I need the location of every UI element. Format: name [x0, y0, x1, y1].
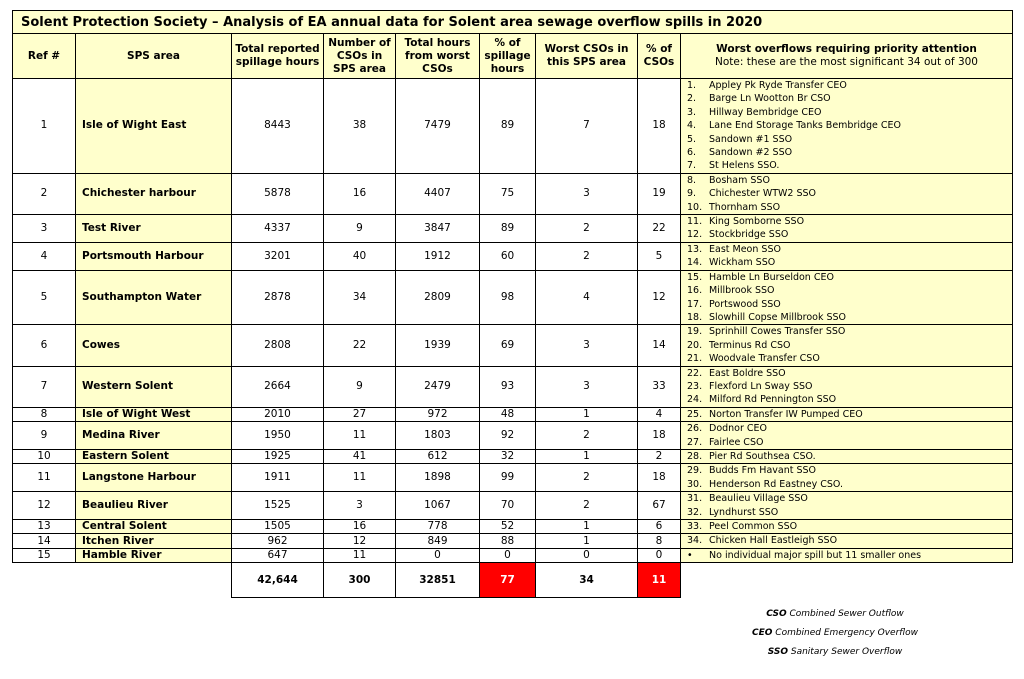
overflow-item-label: St Helens SSO.	[709, 160, 780, 172]
overflow-item-label: Dodnor CEO	[709, 423, 768, 435]
pct-hours-cell: 98	[480, 270, 536, 325]
worst-overflows-cell	[681, 534, 1013, 548]
worst-hours-cell: 0	[396, 548, 480, 562]
overflow-item-label: Terminus Rd CSO	[709, 339, 791, 351]
spill-table	[12, 10, 1013, 598]
legend-item: CSO Combined Sewer Outflow	[766, 609, 904, 619]
worst-overflows-cell	[681, 548, 1013, 562]
overflow-item	[687, 159, 1010, 172]
overflow-item	[687, 534, 1010, 547]
area-cell: Langstone Harbour	[76, 464, 232, 492]
total-hours-cell: 1911	[232, 464, 324, 492]
area-cell: Medina River	[76, 422, 232, 450]
overflow-item	[687, 520, 1010, 533]
overflow-item-number: 25.	[687, 408, 703, 420]
overflow-item-label: Thornham SSO	[709, 201, 781, 213]
report	[12, 10, 1012, 598]
header-worst-overflows	[681, 34, 1013, 79]
worst-count-cell: 1	[536, 407, 638, 421]
overflow-item-number: 20.	[687, 339, 703, 351]
worst-overflows-cell	[681, 173, 1013, 214]
totals-spacer	[13, 563, 232, 598]
overflow-item-number: 12.	[687, 229, 703, 241]
table-row	[13, 215, 1013, 243]
total-hours-cell: 1505	[232, 520, 324, 534]
overflow-item-number: 32.	[687, 506, 703, 518]
area-cell: Isle of Wight West	[76, 407, 232, 421]
worst-overflows-cell	[681, 366, 1013, 407]
table-row	[13, 325, 1013, 366]
overflow-item	[687, 339, 1010, 352]
overflow-item-label: Flexford Ln Sway SSO	[709, 380, 813, 392]
worst-hours-cell: 1898	[396, 464, 480, 492]
overflow-item-label: Chichester WTW2 SSO	[709, 188, 817, 200]
table-row	[13, 520, 1013, 534]
overflow-item	[687, 492, 1010, 505]
worst-count-cell: 1	[536, 449, 638, 463]
overflow-item-number: 24.	[687, 394, 703, 406]
num-csos-cell: 9	[324, 215, 396, 243]
overflow-item	[687, 367, 1010, 380]
pct-csos-cell: 22	[638, 215, 681, 243]
overflow-item-label: Portswood SSO	[709, 298, 781, 310]
table-row	[13, 449, 1013, 463]
overflow-item	[687, 243, 1010, 256]
header-worst-title: Worst overflows requiring priority attention	[716, 43, 977, 55]
pct-csos-cell: 6	[638, 520, 681, 534]
table-title: Solent Protection Society – Analysis of EA annual data for Solent area sewage overflow spills in 2020	[13, 11, 1013, 34]
pct-hours-cell: 93	[480, 366, 536, 407]
worst-overflows-cell	[681, 464, 1013, 492]
ref-cell: 7	[13, 366, 76, 407]
overflow-item	[687, 92, 1010, 105]
worst-hours-cell: 1939	[396, 325, 480, 366]
num-csos-cell: 11	[324, 548, 396, 562]
header-worst-note: Note: these are the most significant 34 out of 300	[715, 56, 978, 68]
table-row	[13, 422, 1013, 450]
pct-csos-cell: 18	[638, 422, 681, 450]
num-csos-cell: 27	[324, 407, 396, 421]
pct-hours-cell: 70	[480, 492, 536, 520]
header-num-csos: Number of CSOs in SPS area	[324, 34, 396, 79]
worst-overflows-cell	[681, 270, 1013, 325]
overflow-item-number: 17.	[687, 298, 703, 310]
overflow-item-number: 15.	[687, 271, 703, 283]
overflow-item-label: Wickham SSO	[709, 257, 776, 269]
worst-overflows-cell	[681, 79, 1013, 174]
total-hours-cell: 647	[232, 548, 324, 562]
overflow-item	[687, 256, 1010, 269]
pct-hours-cell: 52	[480, 520, 536, 534]
pct-hours-cell: 89	[480, 79, 536, 174]
overflow-item-label: Henderson Rd Eastney CSO.	[709, 478, 844, 490]
overflow-item-number: 33.	[687, 521, 703, 532]
pct-csos-cell: 67	[638, 492, 681, 520]
overflow-item-label: Hillway Bembridge CEO	[709, 106, 822, 118]
total-hours-cell: 8443	[232, 79, 324, 174]
pct-csos-cell: 19	[638, 173, 681, 214]
worst-count-cell: 4	[536, 270, 638, 325]
overflow-item-label: Lyndhurst SSO	[709, 506, 779, 518]
worst-hours-cell: 1912	[396, 242, 480, 270]
area-cell: Eastern Solent	[76, 449, 232, 463]
num-csos-cell: 9	[324, 366, 396, 407]
total-pct-csos: 11	[638, 563, 681, 598]
overflow-item	[687, 380, 1010, 393]
total-hours-cell: 2808	[232, 325, 324, 366]
overflow-item-label: East Boldre SSO	[709, 367, 786, 379]
table-row	[13, 270, 1013, 325]
pct-hours-cell: 0	[480, 548, 536, 562]
header-pct-hours: % of spillage hours	[480, 34, 536, 79]
pct-csos-cell: 5	[638, 242, 681, 270]
pct-hours-cell: 99	[480, 464, 536, 492]
pct-hours-cell: 75	[480, 173, 536, 214]
total-hours-cell: 5878	[232, 173, 324, 214]
worst-count-cell: 1	[536, 520, 638, 534]
header-ref: Ref #	[13, 34, 76, 79]
overflow-item-label: Sandown #1 SSO	[709, 133, 793, 145]
overflow-item-label: Pier Rd Southsea CSO.	[709, 450, 816, 462]
worst-hours-cell: 2479	[396, 366, 480, 407]
ref-cell: 4	[13, 242, 76, 270]
overflow-item	[687, 352, 1010, 365]
overflow-item	[687, 450, 1010, 463]
pct-csos-cell: 18	[638, 79, 681, 174]
pct-csos-cell: 8	[638, 534, 681, 548]
worst-overflows-cell	[681, 407, 1013, 421]
overflow-item-label: Budds Fm Havant SSO	[709, 465, 817, 477]
area-cell: Portsmouth Harbour	[76, 242, 232, 270]
worst-hours-cell: 1803	[396, 422, 480, 450]
worst-count-cell: 3	[536, 325, 638, 366]
table-row	[13, 492, 1013, 520]
overflow-item-number: 30.	[687, 478, 703, 490]
overflow-item-number: 34.	[687, 535, 703, 547]
overflow-item-number: 2.	[687, 93, 697, 105]
ref-cell: 3	[13, 215, 76, 243]
ref-cell: 12	[13, 492, 76, 520]
overflow-item-label: No individual major spill but 11 smaller ones	[709, 549, 922, 561]
area-cell: Western Solent	[76, 366, 232, 407]
overflow-item-label: Lane End Storage Tanks Bembridge CEO	[709, 120, 902, 132]
overflow-item-number: 23.	[687, 380, 703, 392]
ref-cell: 1	[13, 79, 76, 174]
area-cell: Beaulieu River	[76, 492, 232, 520]
total-pct-hours: 77	[480, 563, 536, 598]
pct-hours-cell: 88	[480, 534, 536, 548]
table-row	[13, 407, 1013, 421]
overflow-item-number: 13.	[687, 243, 703, 255]
overflow-item-label: Barge Ln Wootton Br CSO	[709, 93, 831, 105]
worst-hours-cell: 2809	[396, 270, 480, 325]
pct-hours-cell: 92	[480, 422, 536, 450]
table-row	[13, 464, 1013, 492]
overflow-item-label: Appley Pk Ryde Transfer CEO	[709, 80, 847, 91]
pct-hours-cell: 89	[480, 215, 536, 243]
overflow-item-label: King Somborne SSO	[709, 216, 805, 228]
overflow-item-number: 8.	[687, 174, 697, 186]
num-csos-cell: 16	[324, 173, 396, 214]
overflow-item-label: Norton Transfer IW Pumped CEO	[709, 408, 863, 420]
overflow-item-number: 4.	[687, 120, 697, 132]
overflow-item-label: Sprinhill Cowes Transfer SSO	[709, 326, 846, 338]
total-hours: 42,644	[232, 563, 324, 598]
pct-csos-cell: 2	[638, 449, 681, 463]
overflow-item-number: 18.	[687, 311, 703, 323]
worst-count-cell: 2	[536, 242, 638, 270]
ref-cell: 10	[13, 449, 76, 463]
overflow-item	[687, 422, 1010, 435]
overflow-item-number: 21.	[687, 353, 703, 365]
worst-overflows-cell	[681, 325, 1013, 366]
overflow-item-number: 5.	[687, 133, 697, 145]
pct-csos-cell: 0	[638, 548, 681, 562]
area-cell: Hamble River	[76, 548, 232, 562]
table-row	[13, 548, 1013, 562]
total-worst-count: 34	[536, 563, 638, 598]
overflow-item-label: Woodvale Transfer CSO	[709, 353, 820, 365]
header-worst-count: Worst CSOs in this SPS area	[536, 34, 638, 79]
overflow-item-label: Milford Rd Pennington SSO	[709, 394, 837, 406]
overflow-item	[687, 133, 1010, 146]
num-csos-cell: 11	[324, 422, 396, 450]
area-cell: Itchen River	[76, 534, 232, 548]
overflow-item	[687, 464, 1010, 477]
pct-csos-cell: 4	[638, 407, 681, 421]
ref-cell: 6	[13, 325, 76, 366]
ref-cell: 14	[13, 534, 76, 548]
overflow-item-number: 3.	[687, 106, 697, 118]
legend	[720, 605, 950, 662]
worst-overflows-cell	[681, 520, 1013, 534]
worst-count-cell: 3	[536, 366, 638, 407]
num-csos-cell: 16	[324, 520, 396, 534]
worst-overflows-cell	[681, 242, 1013, 270]
overflow-item	[687, 271, 1010, 284]
overflow-item	[687, 478, 1010, 491]
pct-hours-cell: 48	[480, 407, 536, 421]
overflow-item-number: 31.	[687, 493, 703, 505]
overflow-item-label: Peel Common SSO	[709, 521, 798, 532]
num-csos-cell: 12	[324, 534, 396, 548]
overflow-item	[687, 393, 1010, 406]
table-row	[13, 242, 1013, 270]
header-area: SPS area	[76, 34, 232, 79]
table-row	[13, 173, 1013, 214]
pct-csos-cell: 12	[638, 270, 681, 325]
legend-item: CEO Combined Emergency Overflow	[752, 628, 918, 638]
overflow-item-label: Chicken Hall Eastleigh SSO	[709, 535, 838, 547]
overflow-item	[687, 436, 1010, 449]
table-row	[13, 366, 1013, 407]
overflow-item-label: Stockbridge SSO	[709, 229, 789, 241]
overflow-item	[687, 174, 1010, 187]
total-hours-cell: 1925	[232, 449, 324, 463]
totals-row	[13, 563, 1013, 598]
overflow-item-number: 6.	[687, 147, 697, 159]
overflow-item	[687, 119, 1010, 132]
area-cell: Chichester harbour	[76, 173, 232, 214]
overflow-item-number: 1.	[687, 80, 697, 91]
area-cell: Southampton Water	[76, 270, 232, 325]
pct-hours-cell: 32	[480, 449, 536, 463]
worst-hours-cell: 778	[396, 520, 480, 534]
overflow-item	[687, 549, 1010, 562]
overflow-item-number: 9.	[687, 188, 697, 200]
overflow-item-label: Hamble Ln Burseldon CEO	[709, 271, 834, 283]
total-hours-cell: 3201	[232, 242, 324, 270]
ref-cell: 2	[13, 173, 76, 214]
table-row	[13, 79, 1013, 174]
num-csos-cell: 40	[324, 242, 396, 270]
overflow-item-number: 29.	[687, 465, 703, 477]
area-cell: Cowes	[76, 325, 232, 366]
overflow-item	[687, 201, 1010, 214]
ref-cell: 5	[13, 270, 76, 325]
num-csos-cell: 3	[324, 492, 396, 520]
worst-count-cell: 2	[536, 215, 638, 243]
overflow-item-number: 10.	[687, 201, 703, 213]
worst-count-cell: 2	[536, 422, 638, 450]
overflow-item-label: East Meon SSO	[709, 243, 781, 255]
worst-count-cell: 3	[536, 173, 638, 214]
worst-overflows-cell	[681, 449, 1013, 463]
pct-csos-cell: 33	[638, 366, 681, 407]
overflow-item	[687, 408, 1010, 421]
total-hours-cell: 2664	[232, 366, 324, 407]
overflow-item-number: 11.	[687, 216, 703, 228]
overflow-item-number: 16.	[687, 285, 703, 297]
area-cell: Isle of Wight East	[76, 79, 232, 174]
overflow-item	[687, 284, 1010, 297]
worst-hours-cell: 1067	[396, 492, 480, 520]
ref-cell: 11	[13, 464, 76, 492]
worst-hours-cell: 7479	[396, 79, 480, 174]
overflow-item	[687, 506, 1010, 519]
ref-cell: 9	[13, 422, 76, 450]
area-cell: Central Solent	[76, 520, 232, 534]
overflow-item	[687, 298, 1010, 311]
overflow-item	[687, 146, 1010, 159]
pct-hours-cell: 69	[480, 325, 536, 366]
ref-cell: 13	[13, 520, 76, 534]
worst-count-cell: 7	[536, 79, 638, 174]
overflow-item	[687, 79, 1010, 92]
overflow-item-label: Fairlee CSO	[709, 436, 764, 448]
total-hours-cell: 1950	[232, 422, 324, 450]
total-worst-hours: 32851	[396, 563, 480, 598]
overflow-item	[687, 106, 1010, 119]
totals-legend-spacer	[681, 563, 1013, 598]
overflow-item-number: •	[687, 549, 693, 561]
total-hours-cell: 4337	[232, 215, 324, 243]
total-hours-cell: 2010	[232, 407, 324, 421]
legend-item: SSO Sanitary Sewer Overflow	[767, 647, 903, 657]
overflow-item	[687, 325, 1010, 338]
num-csos-cell: 38	[324, 79, 396, 174]
worst-count-cell: 0	[536, 548, 638, 562]
worst-overflows-cell	[681, 492, 1013, 520]
table-row	[13, 534, 1013, 548]
total-hours-cell: 1525	[232, 492, 324, 520]
worst-count-cell: 2	[536, 492, 638, 520]
total-hours-cell: 2878	[232, 270, 324, 325]
num-csos-cell: 22	[324, 325, 396, 366]
worst-hours-cell: 612	[396, 449, 480, 463]
overflow-item-label: Bosham SSO	[709, 174, 770, 186]
worst-count-cell: 2	[536, 464, 638, 492]
overflow-item	[687, 215, 1010, 228]
worst-hours-cell: 972	[396, 407, 480, 421]
overflow-item-number: 22.	[687, 367, 703, 379]
worst-hours-cell: 849	[396, 534, 480, 548]
overflow-item-number: 27.	[687, 436, 703, 448]
worst-count-cell: 1	[536, 534, 638, 548]
overflow-item	[687, 311, 1010, 324]
pct-csos-cell: 18	[638, 464, 681, 492]
header-pct-csos: % of CSOs	[638, 34, 681, 79]
overflow-item-label: Beaulieu Village SSO	[709, 493, 808, 505]
overflow-item-label: Sandown #2 SSO	[709, 147, 793, 159]
overflow-item-number: 19.	[687, 326, 703, 338]
overflow-item	[687, 228, 1010, 241]
worst-overflows-cell	[681, 215, 1013, 243]
num-csos-cell: 34	[324, 270, 396, 325]
area-cell: Test River	[76, 215, 232, 243]
overflow-item-label: Slowhill Copse Millbrook SSO	[709, 311, 847, 323]
overflow-item	[687, 187, 1010, 200]
table-body	[13, 79, 1013, 563]
overflow-item-number: 7.	[687, 160, 697, 172]
pct-csos-cell: 14	[638, 325, 681, 366]
ref-cell: 8	[13, 407, 76, 421]
num-csos-cell: 11	[324, 464, 396, 492]
ref-cell: 15	[13, 548, 76, 562]
worst-overflows-cell	[681, 422, 1013, 450]
overflow-item-number: 28.	[687, 450, 703, 462]
total-hours-cell: 962	[232, 534, 324, 548]
overflow-item-number: 14.	[687, 257, 703, 269]
overflow-item-label: Millbrook SSO	[709, 285, 775, 297]
num-csos-cell: 41	[324, 449, 396, 463]
worst-hours-cell: 3847	[396, 215, 480, 243]
header-worst-hours: Total hours from worst CSOs	[396, 34, 480, 79]
worst-hours-cell: 4407	[396, 173, 480, 214]
header-total-hours: Total reported spillage hours	[232, 34, 324, 79]
total-csos: 300	[324, 563, 396, 598]
pct-hours-cell: 60	[480, 242, 536, 270]
overflow-item-number: 26.	[687, 423, 703, 435]
